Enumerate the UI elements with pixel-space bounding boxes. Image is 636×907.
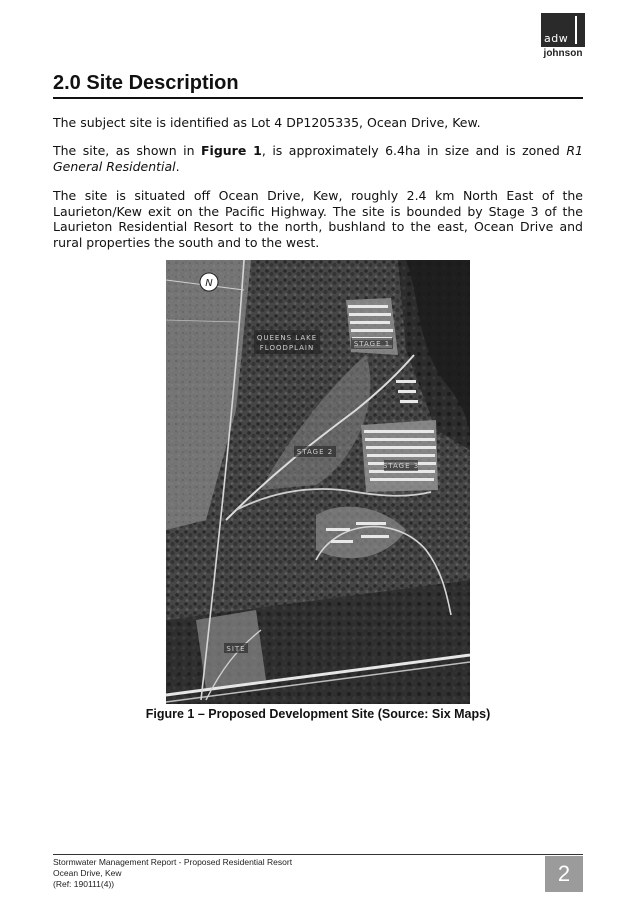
paragraph-lot: The subject site is identified as Lot 4 DP1205335, Ocean Drive, Kew. bbox=[53, 115, 481, 130]
label-site: SITE bbox=[226, 645, 246, 653]
north-arrow-label: N bbox=[205, 278, 213, 289]
paragraph-location: The site is situated off Ocean Drive, Kew, roughly 2.4 km North East of the Laurieton/Kew exit on the Pacific Highway. The site is bounded by Stage 3 of the Laurieton Residential Resort to the north, bushland to the east, Ocean Drive and rural properties the south and to the west. bbox=[53, 188, 583, 250]
section-heading: 2.0 Site Description bbox=[53, 72, 239, 94]
footer-divider bbox=[53, 854, 583, 855]
label-stage-west: STAGE 2 bbox=[296, 448, 334, 456]
p2-text-b: , is approximately 6.4ha in size and is zoned bbox=[261, 143, 567, 158]
logo-mark-box bbox=[541, 13, 585, 47]
footer-report-title: Stormwater Management Report - Proposed Residential Resort bbox=[53, 857, 293, 867]
label-queens-lake: QUEENS LAKE bbox=[256, 334, 318, 342]
logo-bar bbox=[575, 16, 577, 44]
figure-caption: Figure 1 – Proposed Development Site (Source: Six Maps) bbox=[145, 707, 491, 721]
label-stage-east: STAGE 3 bbox=[382, 462, 420, 470]
p2-text-c: . bbox=[175, 158, 180, 174]
heading-underline bbox=[53, 97, 583, 99]
p2-text-a: The site, as shown in bbox=[53, 143, 201, 158]
footer-reference: (Ref: 190111(4)) bbox=[53, 879, 115, 889]
paragraph-size-zoning bbox=[53, 143, 583, 174]
aerial-site-map bbox=[166, 260, 470, 704]
label-floodplain: FLOODPLAIN bbox=[259, 344, 315, 352]
footer-location: Ocean Drive, Kew bbox=[53, 868, 122, 878]
north-arrow bbox=[200, 273, 218, 291]
logo-text: johnson bbox=[543, 48, 583, 59]
figure-reference: Figure 1 bbox=[201, 143, 262, 158]
page-number: 2 bbox=[545, 856, 583, 892]
logo-mark-text: adw bbox=[544, 32, 569, 45]
company-logo bbox=[541, 13, 585, 61]
footer-info bbox=[53, 857, 453, 890]
zoning-name: R1 General Residential bbox=[53, 143, 583, 174]
label-stage-north: STAGE 1 bbox=[353, 340, 391, 348]
aerial-map-drawing bbox=[166, 260, 470, 704]
